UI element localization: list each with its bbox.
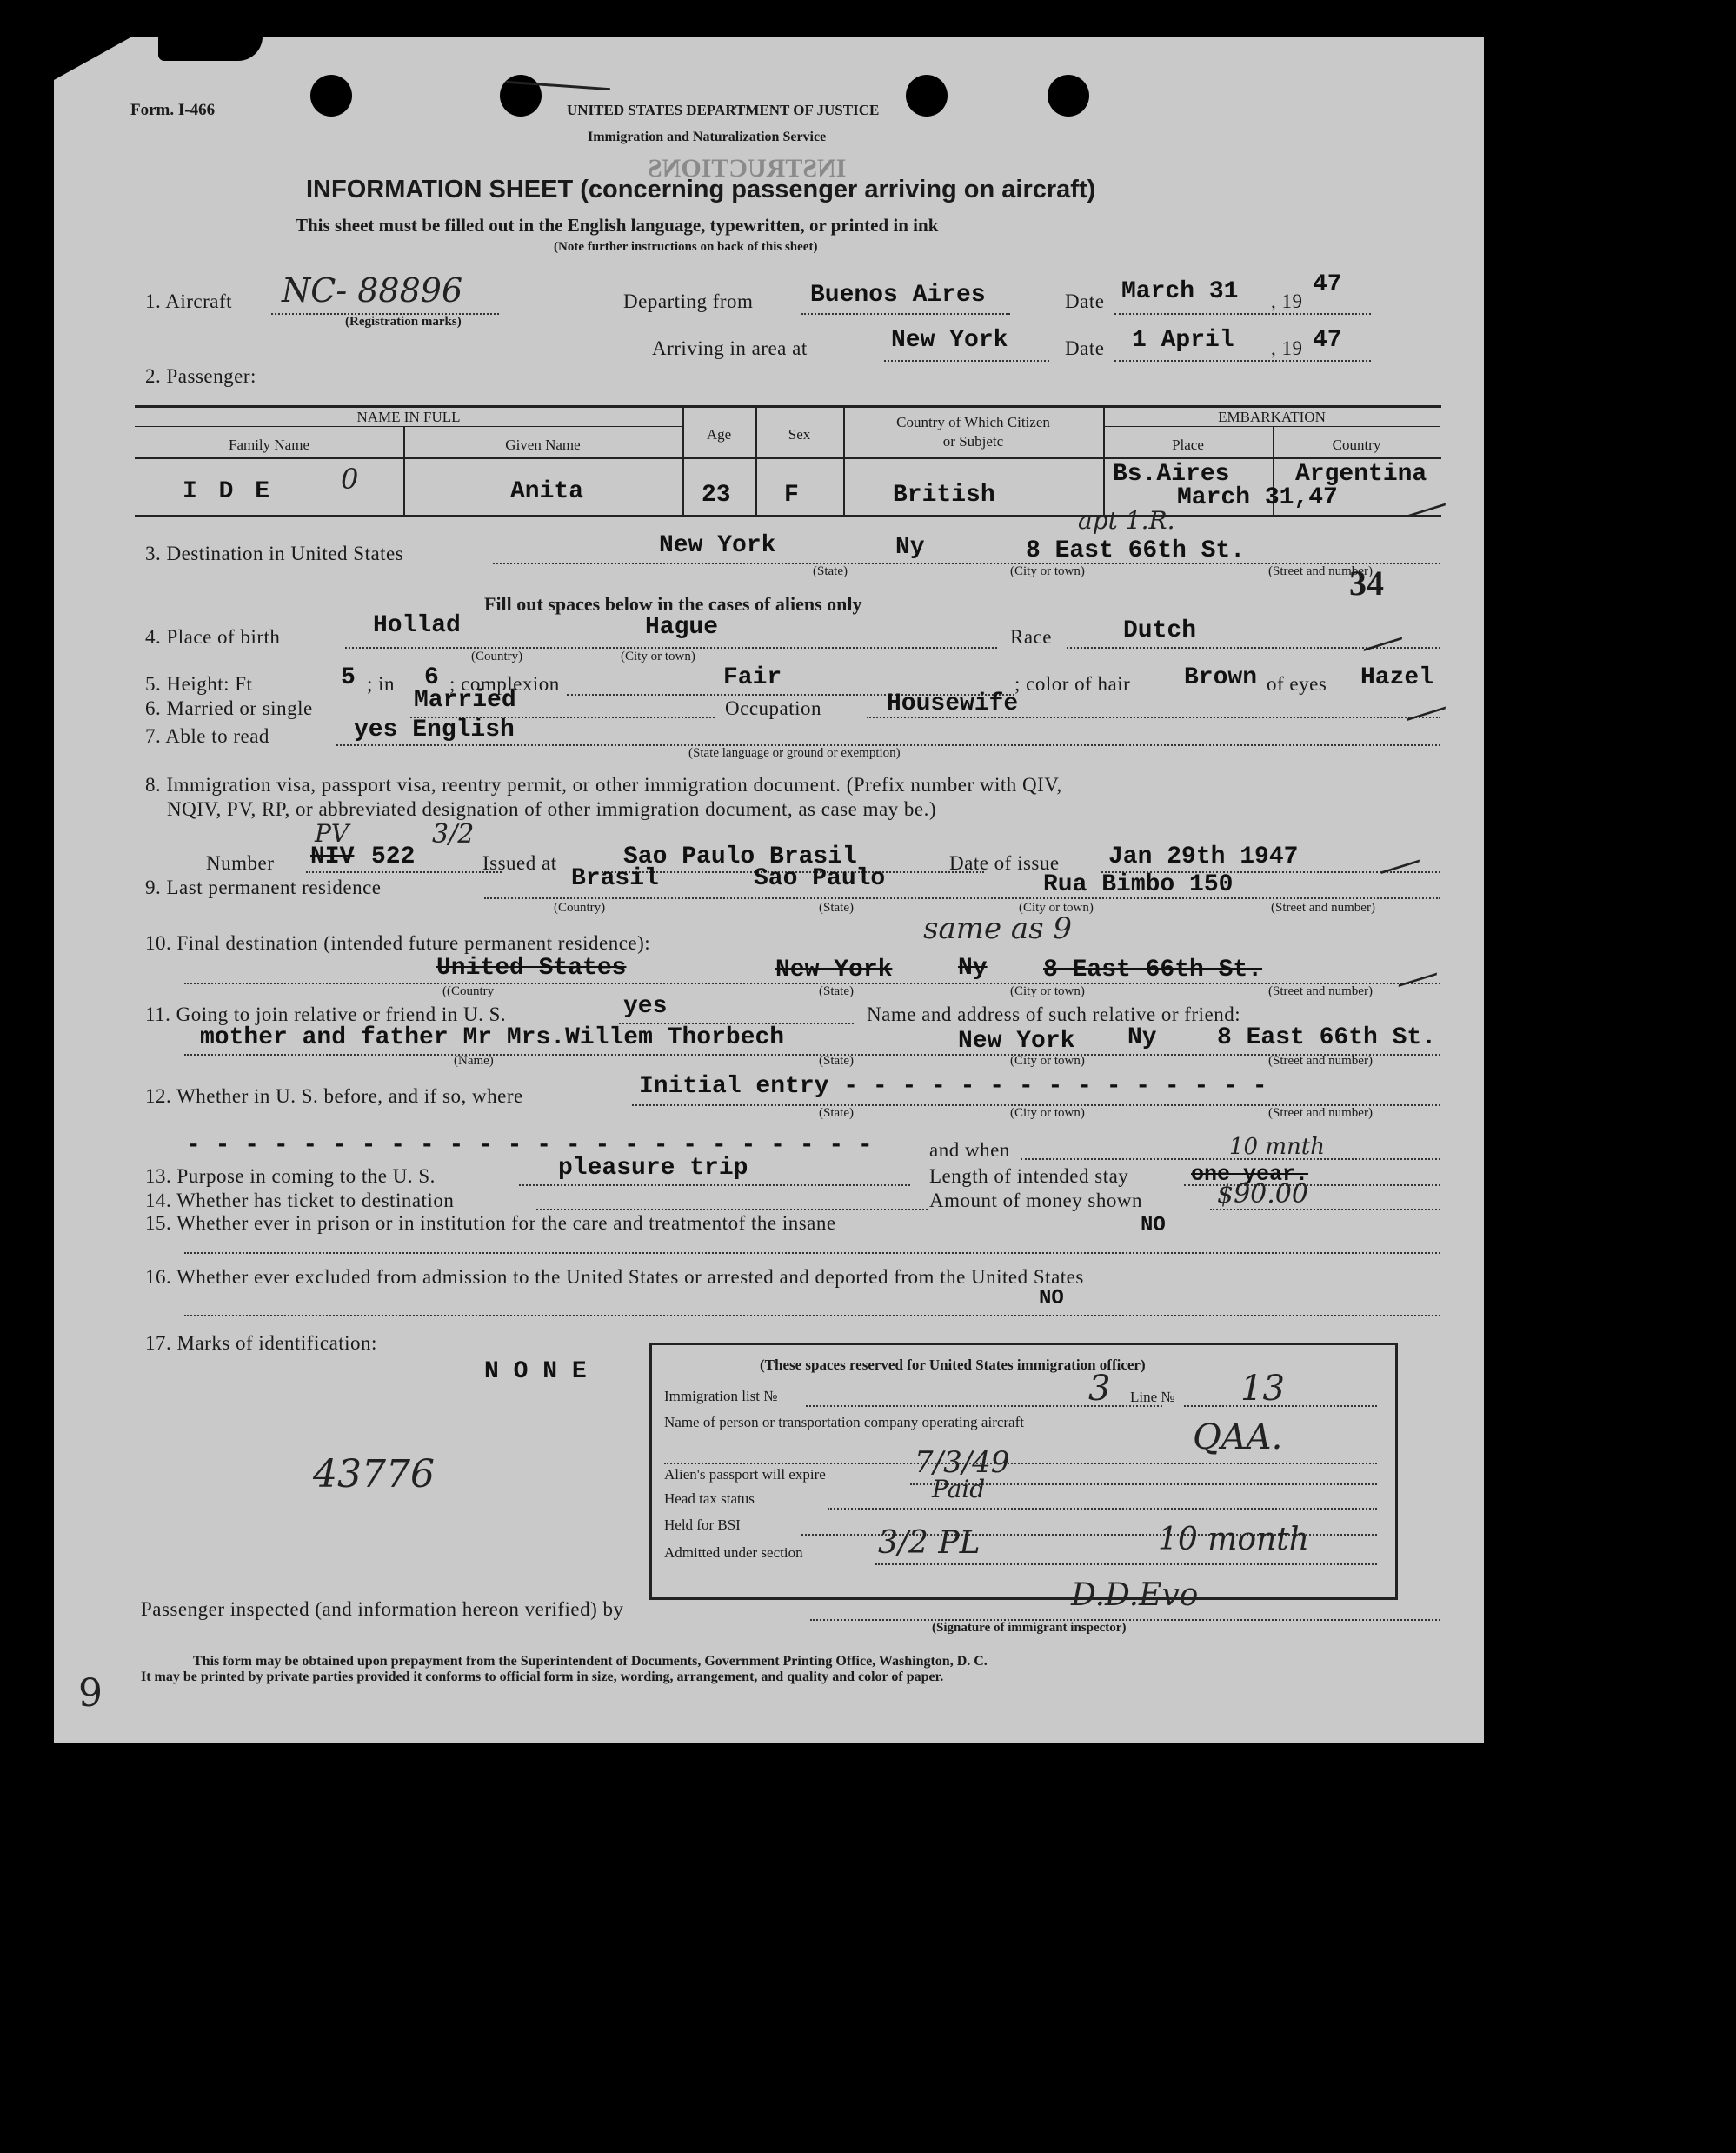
issued-label: Issued at <box>482 852 557 874</box>
punch-hole <box>310 75 352 117</box>
departing-value: Buenos Aires <box>810 282 986 309</box>
company-label: Name of person or transportation company operating aircraft <box>664 1414 1024 1430</box>
residence-street: Rua Bimbo 150 <box>1043 871 1234 898</box>
hair-label: ; color of hair <box>1014 673 1131 695</box>
table-header-border <box>135 457 1441 459</box>
table-divider <box>682 407 684 515</box>
registration-sub: (Registration marks) <box>345 315 462 329</box>
fill-line <box>306 871 502 873</box>
excluded-value: NO <box>1039 1287 1064 1310</box>
header-country-citizen: Country of Which Citizen <box>896 414 1050 430</box>
inspector-signature: D.D.Evo <box>1071 1577 1199 1613</box>
fill-line <box>1067 647 1440 649</box>
aliens-note: Fill out spaces below in the cases of aliens only <box>484 593 862 615</box>
header-name-in-full: NAME IN FULL <box>356 409 461 425</box>
visa-number-label: Number <box>206 852 275 874</box>
fill-line <box>1210 1209 1440 1210</box>
visa-number-value: 522 <box>371 843 416 870</box>
torn-corner <box>54 37 132 80</box>
relative-name: mother and father Mr Mrs.Willem Thorbech <box>200 1024 785 1051</box>
final-dest-country: United States <box>436 955 627 982</box>
birth-label: 4. Place of birth <box>145 626 281 648</box>
admitted-value: 3/2 PL <box>878 1525 981 1561</box>
fill-line <box>184 983 1440 984</box>
before-value: Initial entry - - - - - - - - - - - - - - - <box>639 1073 1267 1100</box>
punch-hole <box>1048 75 1089 117</box>
issue-date-value: Jan 29th 1947 <box>1108 843 1299 870</box>
relative-state: New York <box>958 1028 1075 1055</box>
departure-year: 47 <box>1313 271 1342 298</box>
excluded-label: 16. Whether ever excluded from admission to the United States or arrested and deported from the United States <box>145 1266 1084 1288</box>
issue-date-label: Date of issue <box>949 852 1060 874</box>
sub-name: (Name) <box>454 1054 494 1068</box>
residence-label: 9. Last permanent residence <box>145 877 382 898</box>
final-dest-street: 8 East 66th St. <box>1043 957 1263 983</box>
admitted-label: Admitted under section <box>664 1544 803 1561</box>
held-bsi-label: Held for BSI <box>664 1516 741 1533</box>
head-tax-value: Paid <box>932 1475 986 1503</box>
fill-line <box>801 313 1010 315</box>
birth-city: Hague <box>645 614 719 641</box>
stay-hand: 10 mnth <box>1229 1134 1325 1160</box>
family-name-value: I D E <box>183 478 274 505</box>
final-dest-hand: same as 9 <box>923 911 1073 946</box>
inches-label: ; in <box>367 673 396 695</box>
arriving-value: New York <box>891 327 1008 354</box>
when-label: and when <box>929 1139 1010 1161</box>
before-dashes: - - - - - - - - - - - - - - - - - - - - - - - - <box>186 1132 873 1159</box>
check-mark <box>1381 840 1422 874</box>
age-value: 23 <box>702 482 731 509</box>
occupation-value: Housewife <box>887 690 1019 717</box>
destination-hand-number: 34 <box>1349 563 1384 603</box>
agency-name: UNITED STATES DEPARTMENT OF JUSTICE <box>567 102 880 118</box>
sub-street: (Street and number) <box>1268 1054 1373 1068</box>
check-mark <box>1407 483 1448 517</box>
header-place: Place <box>1172 437 1204 453</box>
table-rule <box>1103 426 1440 427</box>
married-value: Married <box>414 687 516 714</box>
given-name-value: Anita <box>510 478 584 505</box>
immigration-list-label: Immigration list № <box>664 1388 778 1404</box>
visa-hand-section: 3/2 <box>432 819 475 850</box>
header-given-name: Given Name <box>505 437 581 453</box>
read-value: yes English <box>354 717 515 743</box>
embarkation-date-value: March 31,47 <box>1177 484 1338 511</box>
fill-line <box>664 1463 1377 1464</box>
family-name-hand-mark: 0 <box>341 463 359 496</box>
visa-hand-pv: PV <box>315 819 349 848</box>
marks-value: N O N E <box>484 1358 587 1385</box>
sub-state: (State) <box>819 1054 854 1068</box>
header-sex: Sex <box>788 426 811 443</box>
aircraft-registration: NC- 88896 <box>282 271 463 310</box>
hair-value: Brown <box>1184 664 1258 691</box>
residence-state: Sao Paulo <box>754 865 886 892</box>
ticket-label: 14. Whether has ticket to destination <box>145 1190 455 1211</box>
table-top-border <box>135 405 1441 408</box>
marks-label: 17. Marks of identification: <box>145 1332 377 1354</box>
sub-state: (State) <box>819 1106 854 1120</box>
destination-label: 3. Destination in United States <box>145 543 404 564</box>
purpose-label: 13. Purpose in coming to the U. S. <box>145 1165 436 1187</box>
prison-value: NO <box>1141 1214 1166 1237</box>
height-inches: 6 <box>424 664 439 691</box>
year-prefix: , 19 <box>1271 290 1303 312</box>
complexion-label: ; complexion <box>449 673 560 695</box>
line-number-label: Line № <box>1130 1389 1175 1405</box>
money-label: Amount of money shown <box>929 1190 1142 1211</box>
bleed-through-text: INSTRUCTIONS <box>648 154 847 183</box>
fill-line <box>184 1252 1440 1254</box>
sub-street: (Street and number) <box>1268 564 1373 578</box>
married-label: 6. Married or single <box>145 697 313 719</box>
form-number: Form. I-466 <box>130 101 216 119</box>
prison-label: 15. Whether ever in prison or in institution for the care and treatmentof the insane <box>145 1212 836 1234</box>
fill-line <box>867 717 1440 718</box>
page-title: INFORMATION SHEET (concerning passenger arriving on aircraft) <box>306 176 1096 203</box>
embarkation-country-value: Argentina <box>1295 461 1427 488</box>
officer-box-title: (These spaces reserved for United States immigration officer) <box>760 1356 1146 1373</box>
sub-city: (City or town) <box>1010 984 1085 998</box>
relative-city: Ny <box>1127 1024 1157 1051</box>
visa-line-1: 8. Immigration visa, passport visa, reentry permit, or other immigration document. (Prefix number with QIV, <box>145 774 1062 796</box>
visa-line-2: NQIV, PV, RP, or abbreviated designation of other immigration document, as case may be.) <box>167 798 937 820</box>
torn-edge <box>158 37 263 61</box>
fill-line <box>484 897 1440 899</box>
fill-line <box>184 1315 1440 1316</box>
eyes-label: of eyes <box>1267 673 1327 695</box>
fill-line <box>345 647 997 649</box>
sub-country: ((Country <box>442 984 495 998</box>
embarkation-place-value: Bs.Aires <box>1113 461 1230 488</box>
height-label: 5. Height: Ft <box>145 673 253 695</box>
relative-value: yes <box>623 993 668 1020</box>
inspector-sub: (Signature of immigrant inspector) <box>932 1621 1127 1635</box>
stay-label: Length of intended stay <box>929 1165 1129 1187</box>
arr-year-prefix: , 19 <box>1271 337 1303 359</box>
sub-city: (City or town) <box>1010 1054 1085 1068</box>
passport-expire-label: Alien's passport will expire <box>664 1466 826 1483</box>
punch-hole <box>906 75 948 117</box>
final-dest-label: 10. Final destination (intended future permanent residence): <box>145 932 651 954</box>
arrival-year: 47 <box>1313 327 1342 354</box>
marks-hand-number: 43776 <box>313 1452 435 1496</box>
relative-label: 11. Going to join relative or friend in U. S. <box>145 1003 507 1025</box>
departure-date: March 31 <box>1121 278 1239 305</box>
read-label: 7. Able to read <box>145 725 269 747</box>
table-rule <box>135 426 682 427</box>
purpose-value: pleasure trip <box>558 1155 748 1182</box>
header-country: Country <box>1332 437 1381 453</box>
sex-value: F <box>784 482 799 509</box>
form-sheet <box>54 37 1484 1743</box>
relative-street: 8 East 66th St. <box>1217 1024 1437 1051</box>
height-feet: 5 <box>341 664 356 691</box>
header-embarkation: EMBARKATION <box>1218 409 1326 425</box>
sub-city: (City or town) <box>1010 1106 1085 1120</box>
arrival-date: 1 April <box>1132 327 1234 354</box>
sub-state: (State) <box>813 564 848 578</box>
fill-line <box>1114 313 1371 315</box>
race-value: Dutch <box>1123 617 1197 644</box>
aircraft-label: 1. Aircraft <box>145 290 233 312</box>
visa-number-struck: NIV <box>310 843 355 870</box>
fill-line <box>536 1209 928 1210</box>
sub-country: (Country) <box>471 650 523 663</box>
sub-street: (Street and number) <box>1271 901 1375 915</box>
table-divider <box>755 407 757 515</box>
footer-line-2: It may be printed by private parties provided it conforms to official form in size, wording, arrangement, and quality and color of paper. <box>141 1670 944 1684</box>
fill-line <box>828 1508 1377 1510</box>
fill-line <box>1184 1405 1377 1407</box>
destination-street: 8 East 66th St. <box>1026 537 1246 564</box>
sub-street: (Street and number) <box>1268 1106 1373 1120</box>
arr-date-label: Date <box>1065 337 1105 359</box>
line-number-value: 13 <box>1240 1369 1285 1409</box>
before-label: 12. Whether in U. S. before, and if so, where <box>145 1085 523 1107</box>
fill-line <box>1114 360 1371 362</box>
departing-label: Departing from <box>623 290 754 312</box>
header-age: Age <box>706 426 732 443</box>
eyes-value: Hazel <box>1360 664 1434 691</box>
footer-line-1: This form may be obtained upon prepayment from the Superintendent of Documents, Government Printing Office, Washington, D. C. <box>193 1654 988 1669</box>
service-name: Immigration and Naturalization Service <box>588 130 827 144</box>
destination-state: New York <box>659 532 776 559</box>
destination-city: Ny <box>895 534 925 561</box>
sub-city: (City or town) <box>621 650 695 663</box>
final-dest-city: Ny <box>958 955 988 982</box>
fill-line <box>519 1184 910 1186</box>
company-value: QAA. <box>1193 1417 1283 1457</box>
passenger-label: 2. Passenger: <box>145 365 256 387</box>
sub-street: (Street and number) <box>1268 984 1373 998</box>
fill-line <box>884 360 1049 362</box>
sub-state: (State) <box>819 984 854 998</box>
note-text: (Note further instructions on back of this sheet) <box>554 240 818 254</box>
instruction-text: This sheet must be filled out in the English language, typewritten, or printed in ink <box>296 215 939 236</box>
table-bottom-border <box>135 515 1441 517</box>
final-dest-state: New York <box>775 957 893 983</box>
sub-country: (Country) <box>554 901 606 915</box>
immigration-list-value: 3 <box>1088 1369 1111 1409</box>
sub-city: (City or town) <box>1010 564 1085 578</box>
sub-city: (City or town) <box>1019 901 1094 915</box>
residence-country: Brasil <box>571 865 659 892</box>
read-sub: (State language or ground or exemption) <box>688 746 901 760</box>
stay-struck: one year. <box>1191 1162 1309 1187</box>
fill-line <box>875 1563 1377 1565</box>
birth-country: Hollad <box>373 612 461 639</box>
head-tax-label: Head tax status <box>664 1490 755 1507</box>
inspected-label: Passenger inspected (and information hereon verified) by <box>141 1598 624 1620</box>
citizen-value: British <box>893 482 995 509</box>
sub-state: (State) <box>819 901 854 915</box>
admitted-period: 10 month <box>1158 1522 1309 1557</box>
money-hand: $90.00 <box>1217 1179 1308 1210</box>
passport-expire-value: 7/3/49 <box>915 1445 1010 1480</box>
race-label: Race <box>1010 626 1052 648</box>
fill-line <box>184 1054 1440 1056</box>
fill-line <box>806 1405 1162 1407</box>
occupation-label: Occupation <box>725 697 822 719</box>
header-family-name: Family Name <box>228 437 309 453</box>
relative-name-label: Name and address of such relative or friend: <box>867 1003 1241 1025</box>
complexion-value: Fair <box>723 664 782 691</box>
date-label: Date <box>1065 290 1105 312</box>
header-country-subject: or Subjetc <box>942 433 1004 450</box>
arriving-label: Arriving in area at <box>652 337 808 359</box>
destination-hand-apt: apt 1.R. <box>1078 506 1175 535</box>
issued-value: Sao Paulo Brasil <box>623 843 857 870</box>
page-number: 9 <box>78 1671 103 1716</box>
